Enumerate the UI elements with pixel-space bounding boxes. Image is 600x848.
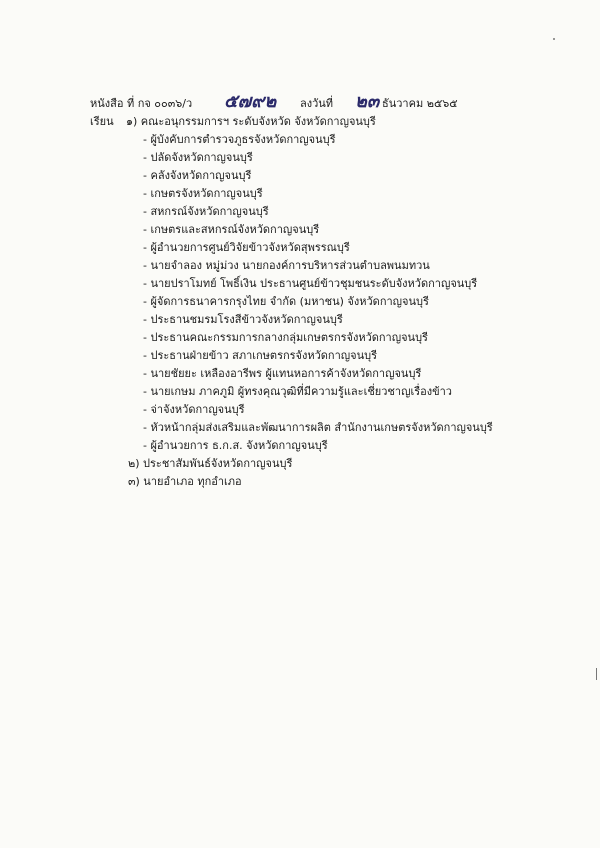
recipient-item: - นายจำลอง หมู่ม่วง นายกองค์การบริหารส่วนตำบลพนมทวน: [143, 259, 430, 272]
recipient-item: - นายชัยยะ เหลืองอารีพร ผู้แทนหอการค้าจังหวัดกาญจนบุรี: [143, 367, 422, 380]
recipient-item: - จ่าจังหวัดกาญจนบุรี: [143, 403, 245, 416]
recipient-item: - คลังจังหวัดกาญจนบุรี: [143, 169, 252, 182]
recipient-item: - ผู้บังคับการตำรวจภูธรจังหวัดกาญจนบุรี: [143, 133, 336, 146]
recipient-item: - ผู้อำนวยการ ธ.ก.ส. จังหวัดกาญจนบุรี: [143, 439, 328, 452]
recipient-item: - ผู้จัดการธนาคารกรุงไทย จำกัด (มหาชน) จังหวัดกาญจนบุรี: [143, 295, 429, 308]
date-month-year: ธันวาคม ๒๕๖๕: [382, 97, 458, 110]
reference-prefix: หนังสือ ที่ กจ ๐๐๓๖/ว: [90, 97, 193, 110]
recipient-item: - สหกรณ์จังหวัดกาญจนบุรี: [143, 205, 269, 218]
recipient-group-1: ๑) คณะอนุกรรมการฯ ระดับจังหวัด จังหวัดกาญจนบุรี: [126, 115, 376, 128]
reference-line: [90, 88, 550, 112]
recipient-item: - นายปราโมทย์ โพธิ์เงิน ประธานศูนย์ข้าวชุมชนระดับจังหวัดกาญจนบุรี: [143, 277, 478, 290]
scan-speck: [596, 668, 597, 680]
date-label: ลงวันที่: [300, 97, 334, 110]
recipient-item: - เกษตรจังหวัดกาญจนบุรี: [143, 187, 263, 200]
recipient-item: - ปลัดจังหวัดกาญจนบุรี: [143, 151, 253, 164]
recipient-item: - เกษตรและสหกรณ์จังหวัดกาญจนบุรี: [143, 223, 320, 236]
reference-number-handwritten: ๕๗๙๒: [224, 91, 277, 112]
recipient-item: - ประธานคณะกรรมการกลางกลุ่มเกษตรกรจังหวัดกาญจนบุรี: [143, 331, 428, 344]
recipient-item: - หัวหน้ากลุ่มส่งเสริมและพัฒนาการผลิต สำนักงานเกษตรจังหวัดกาญจนบุรี: [143, 421, 493, 434]
recipient-item: - ผู้อำนวยการศูนย์วิจัยข้าวจังหวัดสุพรรณบุรี: [143, 241, 350, 254]
recipient-group-3: ๓) นายอำเภอ ทุกอำเภอ: [128, 475, 242, 488]
recipient-item: - นายเกษม ภาคภูมิ ผู้ทรงคุณวุฒิที่มีความรู้และเชี่ยวชาญเรื่องข้าว: [143, 385, 452, 398]
date-day-handwritten: ๒๓: [355, 91, 380, 112]
recipient-group-2: ๒) ประชาสัมพันธ์จังหวัดกาญจนบุรี: [128, 457, 293, 470]
recipient-item: - ประธานฝ่ายข้าว สภาเกษตรกรจังหวัดกาญจนบุรี: [143, 349, 377, 362]
recipient-item: - ประธานชมรมโรงสีข้าวจังหวัดกาญจนบุรี: [143, 313, 343, 326]
salutation: เรียน: [90, 115, 114, 128]
scan-speck: [553, 38, 555, 40]
